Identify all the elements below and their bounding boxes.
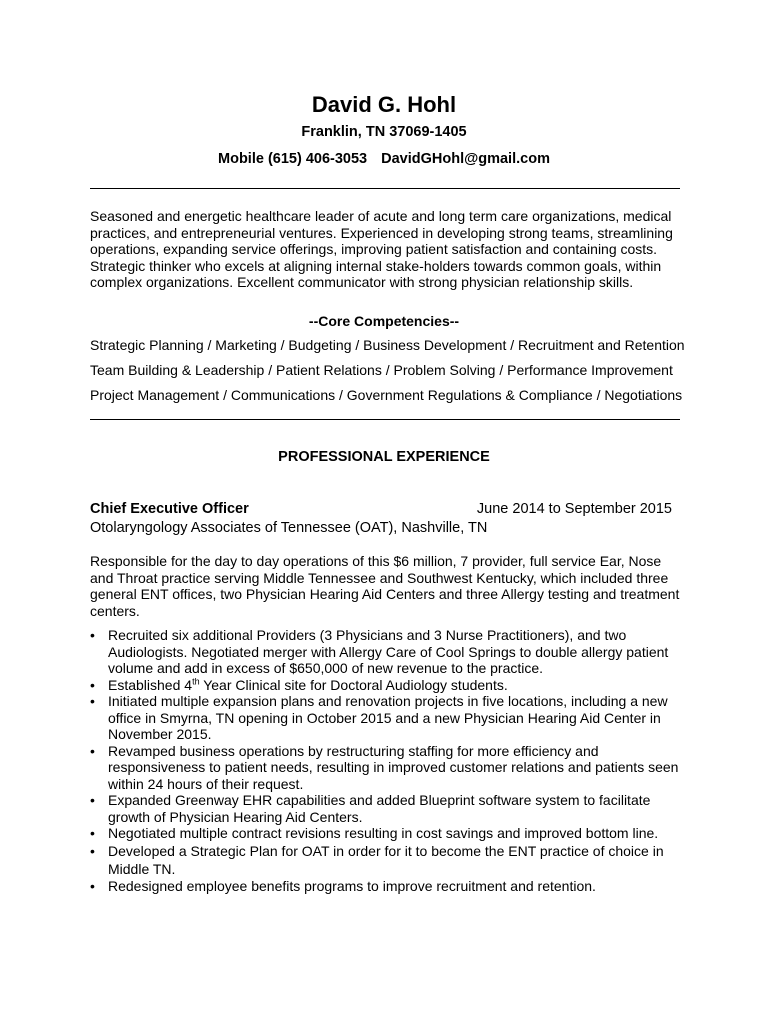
bullet-text-part: Year Clinical site for Doctoral Audiology students. [199,676,508,693]
summary-paragraph: Seasoned and energetic healthcare leader of acute and long term care organizations, medical practices, and entrepreneurial ventures. Experienced in developing strong teams, streamlining operations, expanding service offerings, improving patient satisfaction and containing costs. Strategic thinker who excels at aligning internal stake-holders towards common goals, within complex organizations. Excellent communicator with strong physician relationship skills. [90,208,673,290]
list-item [90,693,690,743]
bullet-icon: • [90,792,95,808]
bullet-text-part: Established 4 [108,676,193,693]
competencies-line: Team Building & Leadership / Patient Relations / Problem Solving / Performance Improvement [90,362,673,378]
bullet-icon: • [90,877,95,894]
list-item [90,743,690,793]
bullet-text: Recruited six additional Providers (3 Physicians and 3 Nurse Practitioners), and two Audiologists. Negotiated merger with Allergy Care of Cool Springs to double allergy patient volume and add in excess of $650,000 of new revenue to the practice. [108,627,669,676]
competencies-line: Project Management / Communications / Government Regulations & Compliance / Negotiations [90,387,683,403]
bullet-text: Redesigned employee benefits programs to improve recruitment and retention. [108,877,596,894]
bullet-icon: • [90,825,95,841]
contact-line [0,151,768,167]
bullet-text: Developed a Strategic Plan for OAT in order for it to become the ENT practice of choice in Middle TN. [108,842,664,877]
competencies-title: --Core Competencies-- [308,313,460,329]
bullet-icon: • [90,842,95,859]
bullet-text: Expanded Greenway EHR capabilities and added Blueprint software system to facilitate growth of Physician Hearing Aid Centers. [108,792,651,825]
ordinal-suffix: th [192,675,200,686]
section-title-experience: PROFESSIONAL EXPERIENCE [278,449,490,465]
list-item [90,792,690,825]
bullet-icon: • [90,742,95,759]
job-description: Responsible for the day to day operations of this $6 million, 7 provider, full service Ear, Nose and Throat practice serving Middle Tennessee and Southwest Kentucky, which included three general ENT offices, two Physician Hearing Aid Centers and three Allergy testing and treatment centers. [90,553,680,619]
list-item [90,627,690,677]
competencies-line: Strategic Planning / Marketing / Budgeting / Business Development / Recruitment and Retention [90,337,685,353]
mobile-number: Mobile (615) 406-3053 [218,151,368,167]
list-item [90,878,690,895]
divider-top [90,188,680,189]
list-item [90,842,690,878]
bullet-text [108,677,508,693]
job-dates: June 2014 to September 2015 [476,501,672,517]
job-title: Chief Executive Officer [90,501,249,517]
email-address: DavidGHohl@gmail.com [381,151,550,167]
divider-competencies [90,419,680,420]
bullet-text: Negotiated multiple contract revisions resulting in cost savings and improved bottom line. [108,825,659,841]
job-bullet-list [90,627,690,894]
bullet-icon: • [90,693,95,709]
list-item [90,825,690,842]
list-item [90,677,690,694]
bullet-icon: • [90,627,95,643]
bullet-text: Revamped business operations by restructuring staffing for more efficiency and responsiveness to patient needs, resulting in improved customer relations and patients seen within 24 hours of their request. [108,742,679,792]
candidate-name: David G. Hohl [311,92,457,117]
job-organization: Otolaryngology Associates of Tennessee (OAT), Nashville, TN [90,520,488,536]
bullet-icon: • [90,676,95,693]
bullet-text: Initiated multiple expansion plans and renovation projects in five locations, including a new office in Smyrna, TN opening in October 2015 and a new Physician Hearing Aid Center in November 2015. [108,693,668,742]
address: Franklin, TN 37069-1405 [301,124,467,140]
